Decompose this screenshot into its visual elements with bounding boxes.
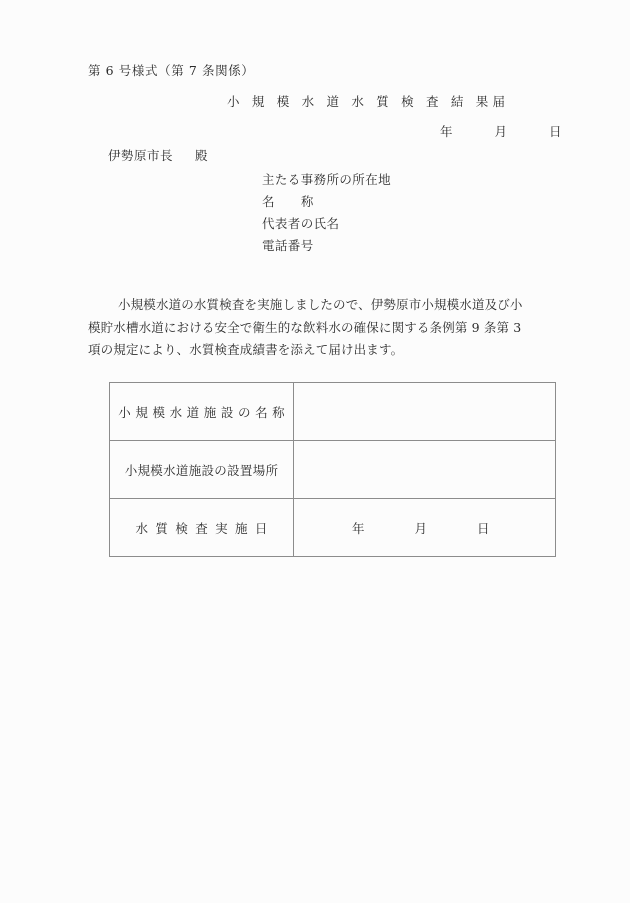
inspection-date-blank <box>294 519 555 537</box>
facility-location-label-cell <box>110 441 294 499</box>
date-day-label: 日 <box>548 124 562 139</box>
facility-location-value-cell[interactable] <box>294 441 556 499</box>
addressee-recipient: 伊勢原市長 <box>108 148 174 163</box>
body-line-2: 模貯水槽水道における安全で衛生的な飲料水の確保に関する条例第 9 条第 3 <box>88 319 522 335</box>
body-line-3: 項の規定により、水質検査成績書を添えて届け出ます。 <box>88 342 404 358</box>
result-entry-table <box>109 382 556 557</box>
body-paragraph <box>88 294 548 362</box>
date-year-label: 年 <box>440 124 453 139</box>
addressee <box>108 146 208 164</box>
form-number-label: 第 6 号様式（第 7 条関係） <box>88 63 255 78</box>
table-row <box>110 499 556 557</box>
facility-location-label: 小規模水道施設の設置場所 <box>124 462 279 478</box>
addressee-honorific: 殿 <box>194 148 208 163</box>
date-month-label: 月 <box>494 124 507 139</box>
table-row <box>110 383 556 441</box>
applicant-name-label-first: 名 <box>262 194 275 209</box>
applicant-name-label-second: 称 <box>300 194 314 209</box>
applicant-info-block <box>262 169 391 257</box>
inspection-date-value-cell[interactable] <box>294 499 556 557</box>
body-line-1: 小規模水道の水質検査を実施しましたので、伊勢原市小規模水道及び小 <box>118 297 523 312</box>
inspection-date-year-label: 年 <box>352 520 365 536</box>
inspection-date-label-cell <box>110 499 294 557</box>
applicant-name-label <box>262 191 391 213</box>
applicant-representative-label: 代表者の氏名 <box>262 216 340 231</box>
page-title-main: 小 規 模 水 道 水 質 検 査 結 果 <box>227 94 493 109</box>
table-row <box>110 441 556 499</box>
inspection-date-label: 水質検査実施日 <box>135 520 275 536</box>
inspection-date-month-label: 月 <box>414 520 427 536</box>
applicant-phone-label: 電話番号 <box>262 238 314 253</box>
page-title-tail: 届 <box>492 94 507 109</box>
applicant-office-address-label: 主たる事務所の所在地 <box>262 172 392 187</box>
facility-name-label-cell <box>110 383 294 441</box>
facility-name-value-cell[interactable] <box>294 383 556 441</box>
facility-name-label: 小規模水道施設の名称 <box>118 404 290 420</box>
page-title <box>227 92 507 110</box>
inspection-date-day-label: 日 <box>476 520 490 536</box>
date-line-blank <box>440 122 561 140</box>
